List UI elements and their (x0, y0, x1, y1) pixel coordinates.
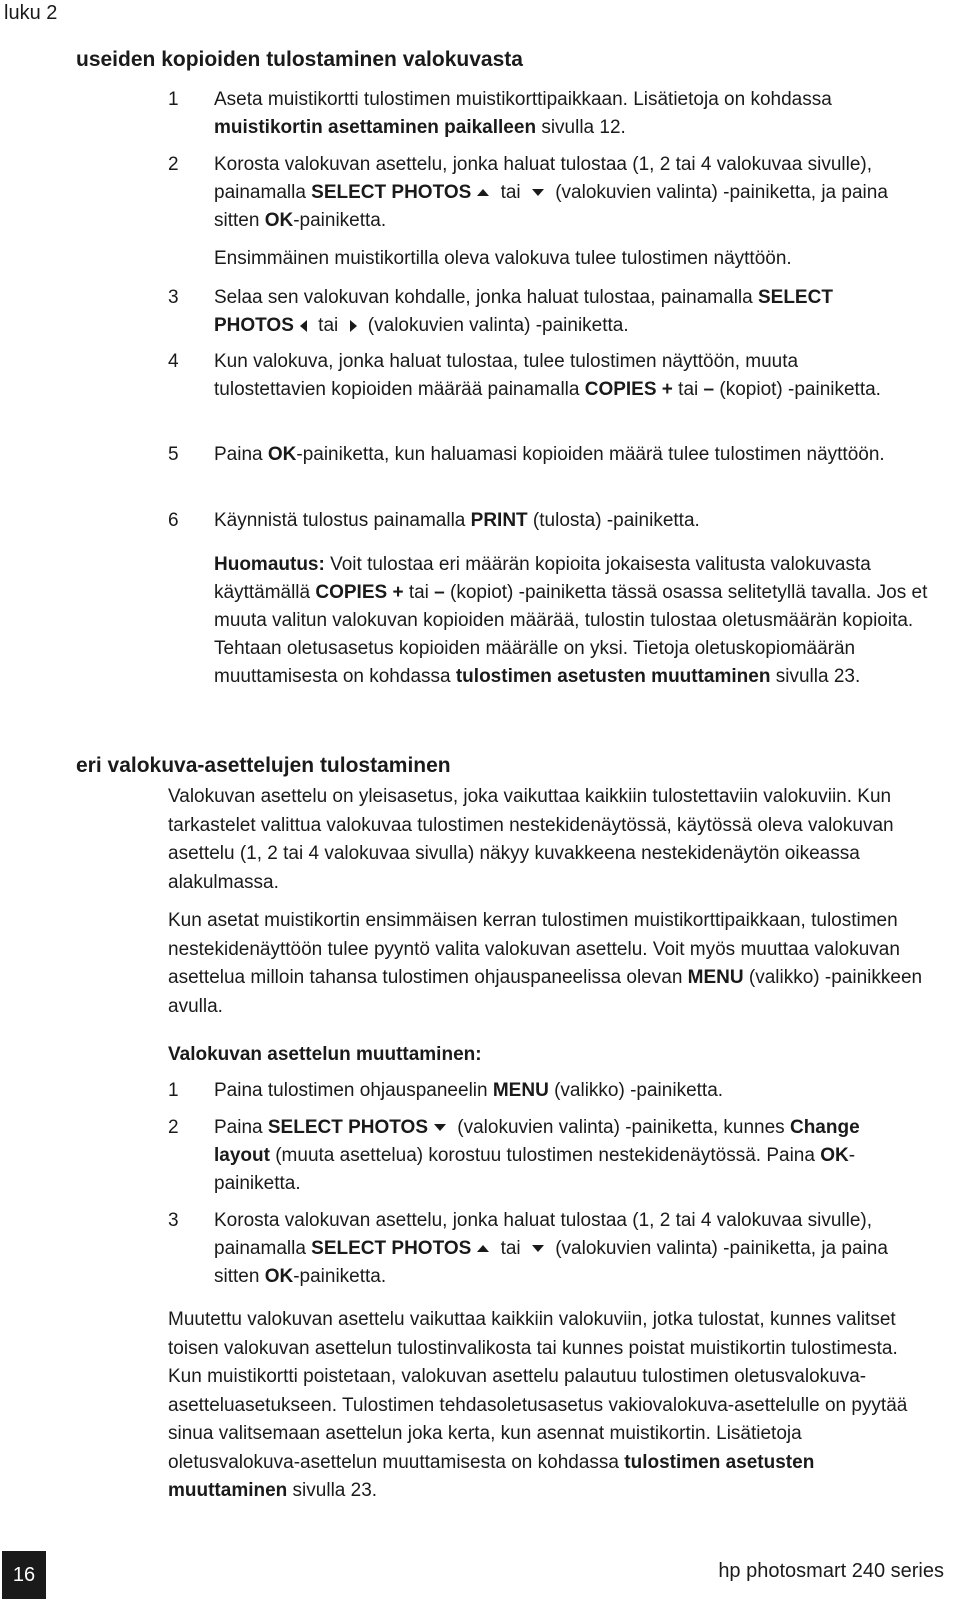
ok-label: OK (264, 210, 294, 231)
step-text: (valokuvien valinta) -painiketta, ja paina sitten (214, 1238, 888, 1287)
paragraph-text: (valikko) -painikkeen avulla. (168, 967, 923, 1017)
link-printer-settings[interactable]: tulostimen asetusten muuttaminen (455, 666, 771, 687)
paragraph-text: Muutettu valokuvan asettelu vaikuttaa kaikkiin valokuviin, jotka tulostat, kunnes valitset toisen valokuvan asettelun tulostinvalikosta tai kunnes poistat muistikortin tulostimesta. Kun muistikortti poistetaan, valokuvan asettelu palautuu tulostimen oletusvalokuva-asetteluasetukseen. Tulostimen tehdasoletusasetus vakiovalokuva-asettelulle on pyytää sinua valitsemaan asettelun joka kerta, kun asennat muistikortin. Lisätietoja oletusvalokuva-asettelun muuttamisesta on kohdassa (168, 1309, 908, 1473)
ok-label: OK (264, 1266, 294, 1287)
step-text: Kun valokuva, jonka haluat tulostaa, tulee tulostimen näyttöön, muuta tulostettavien kopioiden määrää painamalla (214, 351, 799, 400)
link-memory-card-insert[interactable]: muistikortin asettaminen paikalleen (214, 117, 537, 138)
layout-persist-paragraph (168, 1306, 928, 1506)
note-text: tai (403, 582, 435, 603)
step-number: 3 (168, 1210, 179, 1231)
subheading-change-layout: Valokuvan asettelun muuttaminen: (168, 1044, 482, 1065)
step-text: tai (312, 315, 344, 336)
step-text: tai (495, 182, 526, 203)
step-text: Korosta valokuvan asettelu, jonka haluat tulostaa (1, 2 tai 4 valokuvaa sivulle), painamalla (214, 154, 872, 203)
step-text: Paina (214, 444, 268, 465)
layout-select-paragraph (168, 907, 928, 1021)
step-number: 2 (168, 1117, 179, 1138)
step-text: -painiketta. (293, 210, 387, 231)
copies-minus-label: – (434, 582, 445, 603)
step-text: Paina tulostimen ohjauspaneelin (214, 1080, 493, 1101)
step-text: (muuta asettelua) korostuu tulostimen nestekidenäytössä. Paina (269, 1145, 821, 1166)
page-number: 16 (2, 1551, 46, 1599)
step-text: (valikko) -painiketta. (548, 1080, 724, 1101)
copies-minus-label: – (703, 379, 715, 400)
step-2 (168, 151, 908, 235)
copies-plus-label: COPIES + (584, 379, 673, 400)
arrow-down-icon (434, 1124, 446, 1131)
layout-step-2 (168, 1114, 908, 1198)
step-5 (168, 441, 908, 469)
step-1 (168, 86, 908, 142)
step-text: Korosta valokuvan asettelu, jonka haluat tulostaa (1, 2 tai 4 valokuvaa sivulle), painamalla (214, 1210, 872, 1259)
layout-step-1 (168, 1077, 908, 1105)
step-text: Selaa sen valokuvan kohdalle, jonka haluat tulostaa, painamalla (214, 287, 758, 308)
section-heading-layouts: eri valokuva-asettelujen tulostaminen (76, 754, 451, 777)
step-text: tai (672, 379, 704, 400)
step-text: -painiketta. (214, 1145, 856, 1194)
step-text: (valokuvien valinta) -painiketta, kunnes (452, 1117, 790, 1138)
link-printer-settings[interactable]: tulostimen asetusten muuttaminen (168, 1451, 815, 1501)
layout-intro-paragraph: Valokuvan asettelu on yleisasetus, joka vaikuttaa kaikkiin tulostettaviin valokuviin. Kun tarkastelet valittua valokuvaa tulostimen nestekidenäytössä, käytössä oleva valokuvan asettelu (1, 2 tai 4 valokuvaa sivulla) näkyy kuvakkeena nestekidenäytön oikeassa alakulmassa. (168, 786, 894, 893)
step-text: (tulosta) -painiketta. (527, 510, 700, 531)
ok-label: OK (267, 444, 297, 465)
layout-step-3 (168, 1207, 908, 1291)
paragraph-text: sivulla 23. (287, 1480, 378, 1501)
step-2-result: Ensimmäinen muistikortilla oleva valokuva tulee tulostimen näyttöön. (214, 248, 792, 269)
arrow-down-icon (532, 189, 544, 196)
select-photos-label: SELECT PHOTOS (214, 287, 833, 336)
step-text: Käynnistä tulostus painamalla (214, 510, 471, 531)
change-layout-label: Change layout (214, 1117, 860, 1166)
step-text: tai (495, 1238, 526, 1259)
step-number: 1 (168, 89, 179, 110)
step-6 (168, 507, 908, 535)
step-4 (168, 348, 908, 404)
step-text: Paina (214, 1117, 268, 1138)
step-text: -painiketta, kun haluamasi kopioiden määrä tulee tulostimen näyttöön. (296, 444, 885, 465)
step-number: 1 (168, 1080, 179, 1101)
step-number: 5 (168, 444, 179, 465)
arrow-up-icon (477, 1245, 489, 1252)
select-photos-label: SELECT PHOTOS (311, 1238, 472, 1259)
print-label: PRINT (470, 510, 528, 531)
select-photos-label: SELECT PHOTOS (267, 1117, 428, 1138)
ok-label: OK (820, 1145, 849, 1166)
note-block (214, 551, 934, 691)
arrow-left-icon (300, 320, 307, 332)
note-text: (kopiot) -painiketta tässä osassa selitetyllä tavalla. Jos et muuta valitun valokuvan kopioiden määrää, tulostin tulostaa oletusmäärän kopioita. Tehtaan oletusasetus kopioiden määrälle on yksi. Tietoja oletuskopiomäärän muuttamisesta on kohdassa (214, 582, 928, 687)
paragraph-text: Kun asetat muistikortin ensimmäisen kerran tulostimen muistikorttipaikkaan, tulostimen nestekidenäyttöön tulee pyyntö valita valokuvan asettelu. Voit myös muuttaa valokuvan asettelua milloin tahansa tulostimen ohjauspaneelissa olevan (168, 910, 900, 988)
arrow-down-icon (532, 1245, 544, 1252)
menu-label: MENU (687, 967, 744, 988)
step-text: Aseta muistikortti tulostimen muistikorttipaikkaan. Lisätietoja on kohdassa (214, 89, 832, 110)
note-text: sivulla 23. (770, 666, 861, 687)
step-text: (valokuvien valinta) -painiketta, ja paina sitten (214, 182, 888, 231)
arrow-right-icon (350, 320, 357, 332)
step-number: 6 (168, 510, 179, 531)
note-text: Voit tulostaa eri määrän kopioita jokaisesta valitusta valokuvasta käyttämällä (214, 554, 871, 603)
step-number: 2 (168, 154, 179, 175)
section-heading-multiple-copies: useiden kopioiden tulostaminen valokuvasta (76, 48, 523, 71)
arrow-up-icon (477, 189, 489, 196)
select-photos-label: SELECT PHOTOS (311, 182, 472, 203)
menu-label: MENU (492, 1080, 549, 1101)
note-label: Huomautus: (214, 554, 325, 575)
step-number: 3 (168, 287, 179, 308)
step-text: -painiketta. (293, 1266, 387, 1287)
step-number: 4 (168, 351, 179, 372)
chapter-label: luku 2 (4, 2, 58, 24)
step-text: (valokuvien valinta) -painiketta. (362, 315, 629, 336)
step-text: (kopiot) -painiketta. (714, 379, 881, 400)
step-text: sivulla 12. (536, 117, 626, 138)
product-name: hp photosmart 240 series (718, 1560, 944, 1582)
step-3 (168, 284, 908, 340)
copies-plus-label: COPIES + (315, 582, 404, 603)
